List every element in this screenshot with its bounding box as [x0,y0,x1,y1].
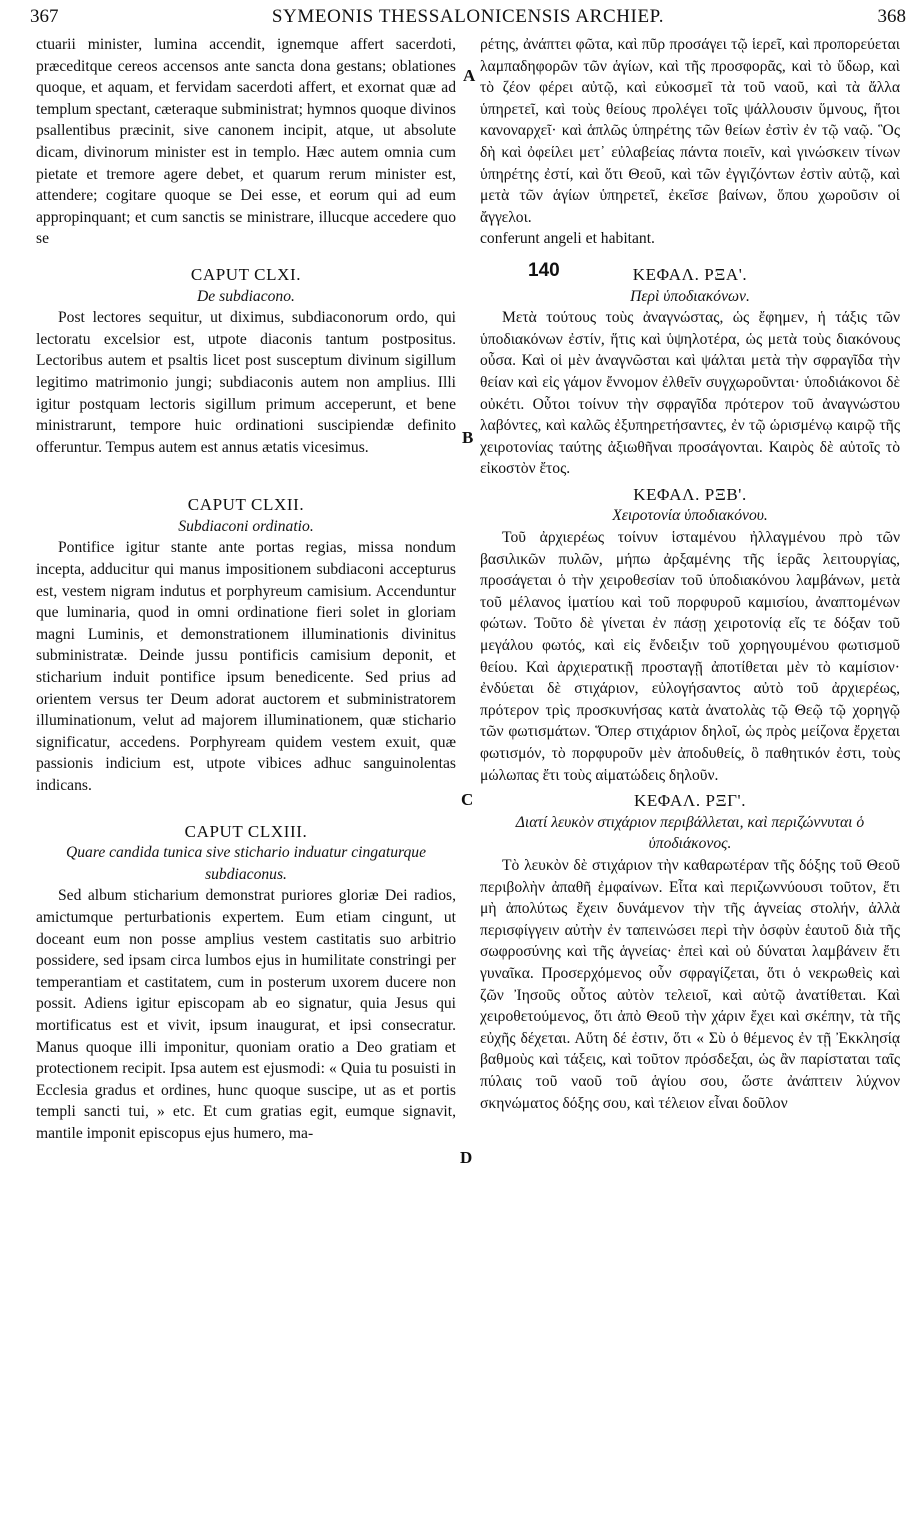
latin-paragraph-161: Post lectores sequitur, ut diximus, subdiaconorum ordo, qui lectoratu excelsior est, utpote diaconis tantum postpositus. Lectoribus autem et psaltis licet post susceptum divinum sigillum legitimo matrimonio jungi; subdiaconis autem non amplius. Illi igitur postquam lectoris sigillum primum acceperunt, et bene ministrarunt, tempore huic ordinationi suscipiendæ definito offeruntur. Tempus autem est annus ætatis vicesimus. [36,309,456,456]
latin-subtitle-162: Subdiaconi ordinatio. [178,517,314,535]
greek-kephal-161: ΚΕΦΑΛ. ΡΞΑ'. [632,264,748,284]
greek-subtitle-161: Περὶ ὑποδιακόνων. [630,287,750,305]
running-header [30,6,906,36]
latin-bridge-line: conferunt angeli et habitant. [480,230,655,248]
greek-kephal-163: ΚΕΦΑΛ. ΡΞΓ'. [633,791,747,811]
latin-column [36,34,456,1145]
margin-letter-d: D [460,1148,473,1167]
latin-subtitle-161: De subdiacono. [197,287,295,305]
greek-intro: ρέτης, ἀνάπτει φῶτα, καὶ πῦρ προσάγει τῷ ἱερεῖ, καὶ προπορεύεται λαμπαδηφορῶν τῶν ἁγίων, καὶ τῆς προσφορᾶς, καὶ τὸ ὕδωρ, καὶ τὸ ζέον φέρει αὐτῷ, καὶ εὐκοσμεῖ τὰ τοῦ ναοῦ, καὶ τὰ ἄλλα ὑπηρετεῖ, καὶ τοὺς θείους προλέγει τοῖς ψάλλουσιν ὕμνους, ἤτοι κανοναρχεῖ· καὶ ἁπλῶς ὑπηρέτης τῶν θείων ἐστὶν ἐν τῷ ναῷ. Ὃς δὴ καὶ ὀφείλει μετ᾽ εὐλαβείας πάντα ποιεῖν, καὶ γινώσκειν τίνων ὑπηρέτης ἐστί, καὶ ὅτι Θεοῦ, καὶ τῶν ἐγγιζόντων ἐστὶν αὐτῷ, καὶ μετὰ τῶν ἁγίων ὑπηρετεῖ, ἐκεῖσε βαίνων, ὅπου χωροῦσιν οἱ ἄγγελοι. [480,36,900,226]
latin-caput-163: CAPUT CLXIII. [184,821,308,841]
latin-caput-162: CAPUT CLXII. [187,495,305,515]
latin-paragraph-163: Sed album sticharium demonstrat puriores gloriæ Dei radios, amictumque perturbationis expertem. Eum etiam cingunt, ut doceant eum non posse amplius vestem castitatis suo arbitrio possidere, sed ipsam circa lumbos ejus in humilitate constringi per temperantiam et castitatem, cum in posterum uxorem ducere non possit. Adiens igitur episcopam ab eo signatur, quia Jesus qui mortificatus est et vivit, ipsum inaugurat, et ipsi consecratur. Manus quoque illi imponitur, quoniam oratio a Deo gratiam et protectionem recipit. Ipsa autem est ejusmodi: « Quia tu posuisti in Ecclesia gradus et ordines, hunc quoque suscipe, ut as et portis templi sancti tui, » etc. Et cum gratias egit, eumque signavit, mantile imponit episcopus ejus humero, ma- [36,887,456,1142]
column-number-right: 368 [877,6,906,27]
margin-letter-a: A [463,66,476,85]
latin-intro: ctuarii minister, lumina accendit, ignemque affert sacerdoti, præceditque cereos accensos ante sancta dona gestans; oblationes quoque, et aquam, et fervidam sacerdoti affert, et exornat quæ ad templum spectant, cæteraque subministrat; hymnos quoque divinos psallentibus præcinit, sive canonem incipit, atque, ut absolute dicam, divinorum minister est in templo. Hæc autem omnia cum pietate et tremore agere debet, et quarum rerum minister est, attendere; cogitare quoque se Dei esse, et eorum qui ad eum appropinquant; et cum sanctis se ministrare, illucque accedere quo se [36,36,456,248]
greek-column [480,34,900,1114]
latin-paragraph-162: Pontifice igitur stante ante portas regias, missa nondum incepta, adducitur qui manus impositionem subdiaconi accepturus est, vestem nigram indutus et porphyreum camisium. Accenduntur que luminaria, quod in omni ordinatione fieri solet in gloriam magni Luminis, et demonstrationem illuminationis divinitus subministratæ. Deinde jussu pontificis camisium deponit, et sticharium induit pontifice ipsum benedicente. Sed prius ad orientem versus ter Deum adorat auctorem et subministratorem illuminationum, velut ad majorem illuminationem, quæ stichario significatur, accedens. Porphyream quidem vestem exuit, quæ passionis indicium est, utpote vibices adhuc sanguinolentas indicans. [36,539,456,794]
greek-subtitle-162: Χειροτονία ὑποδιακόνου. [612,507,768,525]
margin-letter-c: C [461,790,474,809]
margin-letter-b: B [462,428,474,447]
running-title: SYMEONIS THESSALONICENSIS ARCHIEP. [271,6,665,27]
latin-caput-161: CAPUT CLXI. [190,264,302,284]
greek-kephal-162: ΚΕΦΑΛ. ΡΞΒ'. [633,484,747,504]
column-number-left: 367 [30,6,59,27]
greek-paragraph-161: Μετὰ τούτους τοὺς ἀναγνώστας, ὡς ἔφημεν, ἡ τάξις τῶν ὑποδιακόνων ἐστίν, ἥτις καὶ ὑψηλοτέρα, ὡς μετὰ τοὺς διακόνους οὖσα. Καὶ οἱ μὲν ἀναγνῶσται καὶ ψάλται μετὰ τὴν σφραγῖδα τὴν θείαν καὶ εἰς γάμον ἔννομον ἐλθεῖν συγχωροῦνται· ὑποδιάκονοι δὲ οὐκέτι. Οὗτοι τοίνυν τὴν σφραγῖδα πρότερον τοῦ ἀναγνώστου λαβόντες, καὶ καλῶς ἐξυπηρετήσαντες, ἐν τῷ ὡρισμένῳ καιρῷ τῆς χειροτονίας ταύτης ἀξιωθῆναι προσάγονται. Καιρὸς δὲ αὐτοῖς τὸ εἰκοστὸν ἔτος. [480,309,900,478]
greek-subtitle-163: Διατί λευκὸν στιχάριον περιβάλλεται, καὶ περιζώννυται ὁ ὑποδιάκονος. [515,813,865,853]
column-marker-140: 140 [528,260,560,281]
latin-subtitle-163: Quare candida tunica sive stichario induatur cingaturque subdiaconus. [65,844,427,883]
greek-paragraph-162: Τοῦ ἀρχιερέως τοίνυν ἱσταμένου ἠλλαγμένου πρὸ τῶν βασιλικῶν πυλῶν, μήπω ἀρξαμένης τῆς ἱερᾶς λειτουργίας, προσάγεται ὁ τὴν χειροθεσίαν τοῦ ὑποδιακόνου λαμβάνων, μετὰ τοῦ μέλανος ἱματίου καὶ τοῦ πορφυροῦ καμισίου, ἀναπτομένων φώτων. Τοῦτο δὲ γίνεται ἐν πάσῃ χειροτονίᾳ εἴς τε δόξαν τοῦ μεγάλου φωτός, καὶ εἰς ἔνδειξιν τοῦ χορηγουμένου φωτισμοῦ θείου. Καὶ ἀρχιερατικῇ προσταγῇ ἀποτίθεται μὲν τὸ καμίσιον· ἐνδύεται δὲ στιχάριον, εὐλογήσαντος αὐτὸ τοῦ ἀρχιερέως, πρότερον τρὶς προσκυνήσας κατὰ ἀνατολὰς τῷ Θεῷ τῷ χορηγῷ τῶν φωτισμάτων. Ὅπερ στιχάριον δηλοῖ, ὡς πρὸς μείζονα ἔρχεται φωτισμόν, τὸ πορφυροῦν μὲν ἀποδυθείς, ὃ παθητικόν ἐστι, τοὺς μώλωπας ἔτι τοὺς αἱματώδεις δηλοῦν. [480,529,900,784]
greek-paragraph-163: Τὸ λευκὸν δὲ στιχάριον τὴν καθαρωτέραν τῆς δόξης τοῦ Θεοῦ περιβολὴν ἀπαθῆ ἐμφαίνων. Εἶτα καὶ περιζωννύουσι τοῦτον, ἔτι μὴ ἀπολύτως ἔχειν δυνάμενον τὴν τῆς ἁγνείας στολήν, ἀλλὰ περισφίγγειν αὐτὴν ἐν ταπεινώσει περὶ τὴν ὀσφὺν ἑαυτοῦ διὰ τῆς σωφροσύνης καὶ τῆς ἁγνείας· ἐπεὶ καὶ οὐ δύναται λαμβάνειν ἔτι γυναῖκα. Προσερχόμενος οὖν σφραγίζεται, ὅτι ὁ νεκρωθεὶς καὶ ζῶν Ἰησοῦς οὗτος αὐτὸν τελειοῖ, καὶ αὐτῷ ἀνατίθεται. Καὶ χειροθετούμενος, ὅτι ἀπὸ Θεοῦ τὴν χάριν ἔχει καὶ σκέπην, τὰ τῆς εὐχῆς δέχεται. Αὕτη δέ ἐστιν, ὅτι « Σὺ ὁ θέμενος ἐν τῇ Ἐκκλησίᾳ βαθμοὺς καὶ τάξεις, καὶ τοῦτον πρόσδεξαι, ὡς ἂν παρίσταται ταῖς πύλαις τοῦ ναοῦ τοῦ ἁγίου σου, ὥστε ἀνάπτειν λύχνον σκηνώματος δόξης σου, καὶ τέλειον εἶναι δοῦλον [480,856,900,1112]
